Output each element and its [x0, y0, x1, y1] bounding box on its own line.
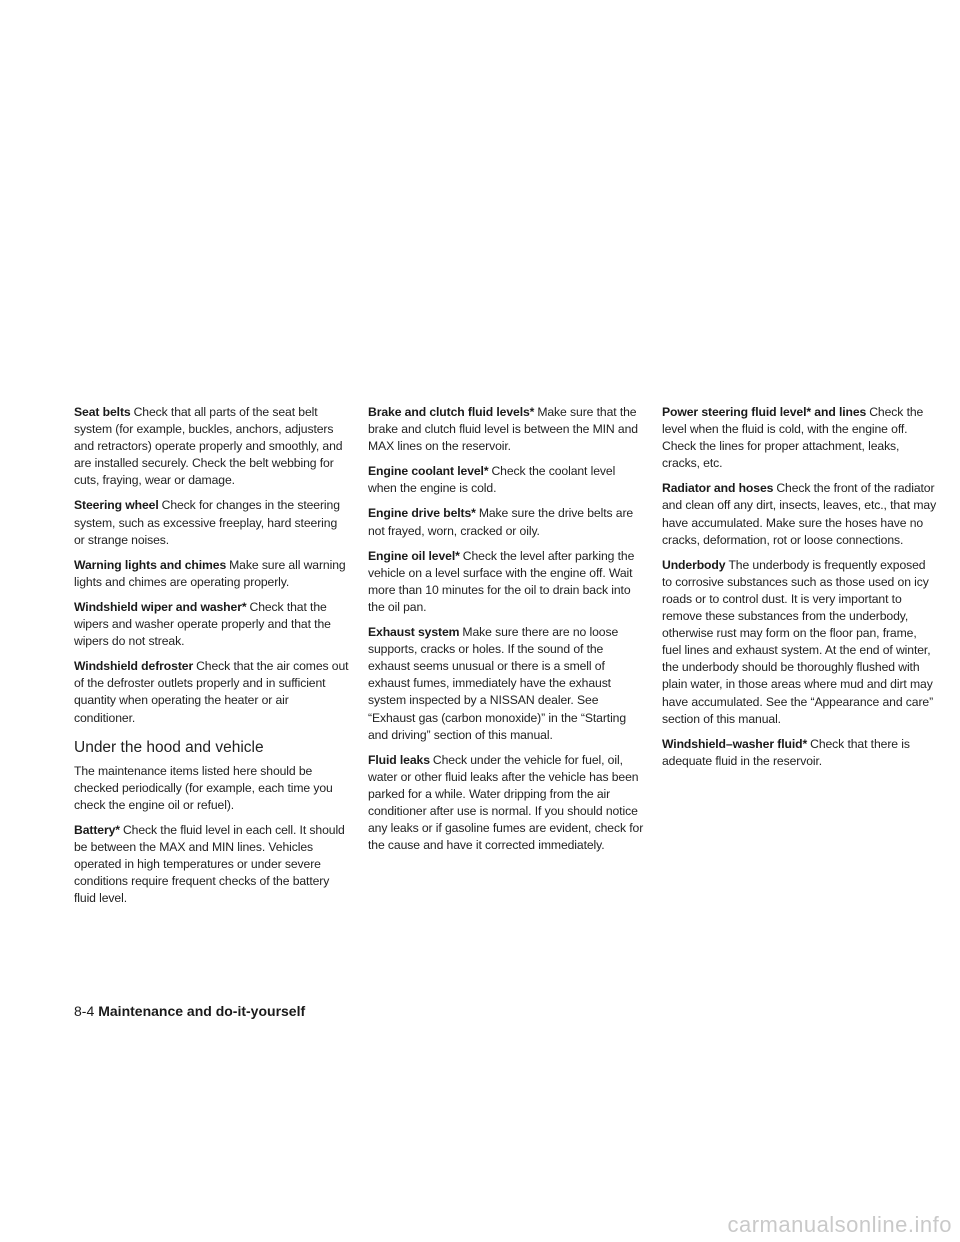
column-middle [368, 404, 644, 862]
page-footer [74, 1003, 305, 1019]
item-washer-fluid: Windshield–washer fluid* Check that there is adequate fluid in the reservoir. [662, 736, 910, 768]
item-steering-wheel: Steering wheel Check for changes in the steering system, such as excessive freeplay, hard steering or strange noises. [74, 498, 340, 547]
chapter-title: Maintenance and do-it-yourself [98, 1003, 306, 1019]
section-title: Under the hood and vehicle [74, 738, 264, 756]
item-seat-belts: Seat belts Check that all parts of the seat belt system (for example, buckles, anchors, adjusters and retractors) operate properly and smoothly, and are installed securely. Check the belt webbing for cuts, fraying, wear or damage. [74, 405, 343, 488]
item-engine-oil: Engine oil level* Check the level after parking the vehicle on a level surface with the engine off. Wait more than 10 minutes for the oil to drain back into the oil pan. [368, 548, 635, 614]
item-underbody: Underbody The underbody is frequently exposed to corrosive substances such as those used on icy roads or to control dust. It is very important to remove these substances from the underbody, otherwise rust may form on the floor pan, frame, fuel lines and exhaust system. At the end of winter, the underbody should be thoroughly flushed with plain water, in those areas where mud and dirt may have accumulated. See the “Appearance and care” section of this manual. [662, 557, 934, 726]
item-battery: Battery* Check the fluid level in each cell. It should be between the MAX and MIN lines. Vehicles operated in high temperatures or under severe conditions require frequent checks of the battery fluid level. [74, 822, 345, 906]
column-left [74, 404, 350, 915]
item-radiator-hoses: Radiator and hoses Check the front of the radiator and clean off any dirt, insects, leaves, etc., that may have accumulated. Make sure the hoses have no cracks, deformation, rot or loose connections. [662, 481, 937, 547]
item-fluid-leaks: Fluid leaks Check under the vehicle for fuel, oil, water or other fluid leaks after the vehicle has been parked for a while. Water dripping from the air conditioner after use is normal. If you should notice any leaks or if gasoline fumes are evident, check for the cause and have it corrected immediately. [368, 752, 644, 853]
item-drive-belts: Engine drive belts* Make sure the drive belts are not frayed, worn, cracked or oily. [368, 506, 634, 538]
section-intro: The maintenance items listed here should be checked periodically (for example, each time you check the engine oil or refuel). [74, 763, 333, 812]
item-warning-lights: Warning lights and chimes Make sure all warning lights and chimes are operating properly. [74, 557, 346, 589]
item-exhaust-system: Exhaust system Make sure there are no loose supports, cracks or holes. If the sound of the exhaust seems unusual or there is a smell of exhaust fumes, immediately have the exhaust system inspected by a NISSAN dealer. See “Exhaust gas (carbon monoxide)” in the “Starting and driving” section of this manual. [368, 625, 627, 742]
watermark: carmanualsonline.info [727, 1212, 952, 1237]
page-number: 8-4 [74, 1003, 95, 1019]
item-windshield-wiper: Windshield wiper and washer* Check that the wipers and washer operate properly and that the wipers do not streak. [74, 599, 331, 649]
column-right [662, 404, 938, 778]
item-windshield-defroster: Windshield defroster Check that the air comes out of the defroster outlets properly and in sufficient quantity when operating the heater or air conditioner. [74, 659, 349, 725]
item-power-steering: Power steering fluid level* and lines Check the level when the fluid is cold, with the engine off. Check the lines for proper attachment, leaks, cracks, etc. [662, 405, 924, 471]
item-brake-fluid: Brake and clutch fluid levels* Make sure that the brake and clutch fluid level is between the MIN and MAX lines on the reservoir. [368, 405, 638, 454]
item-engine-coolant: Engine coolant level* Check the coolant level when the engine is cold. [368, 464, 616, 496]
